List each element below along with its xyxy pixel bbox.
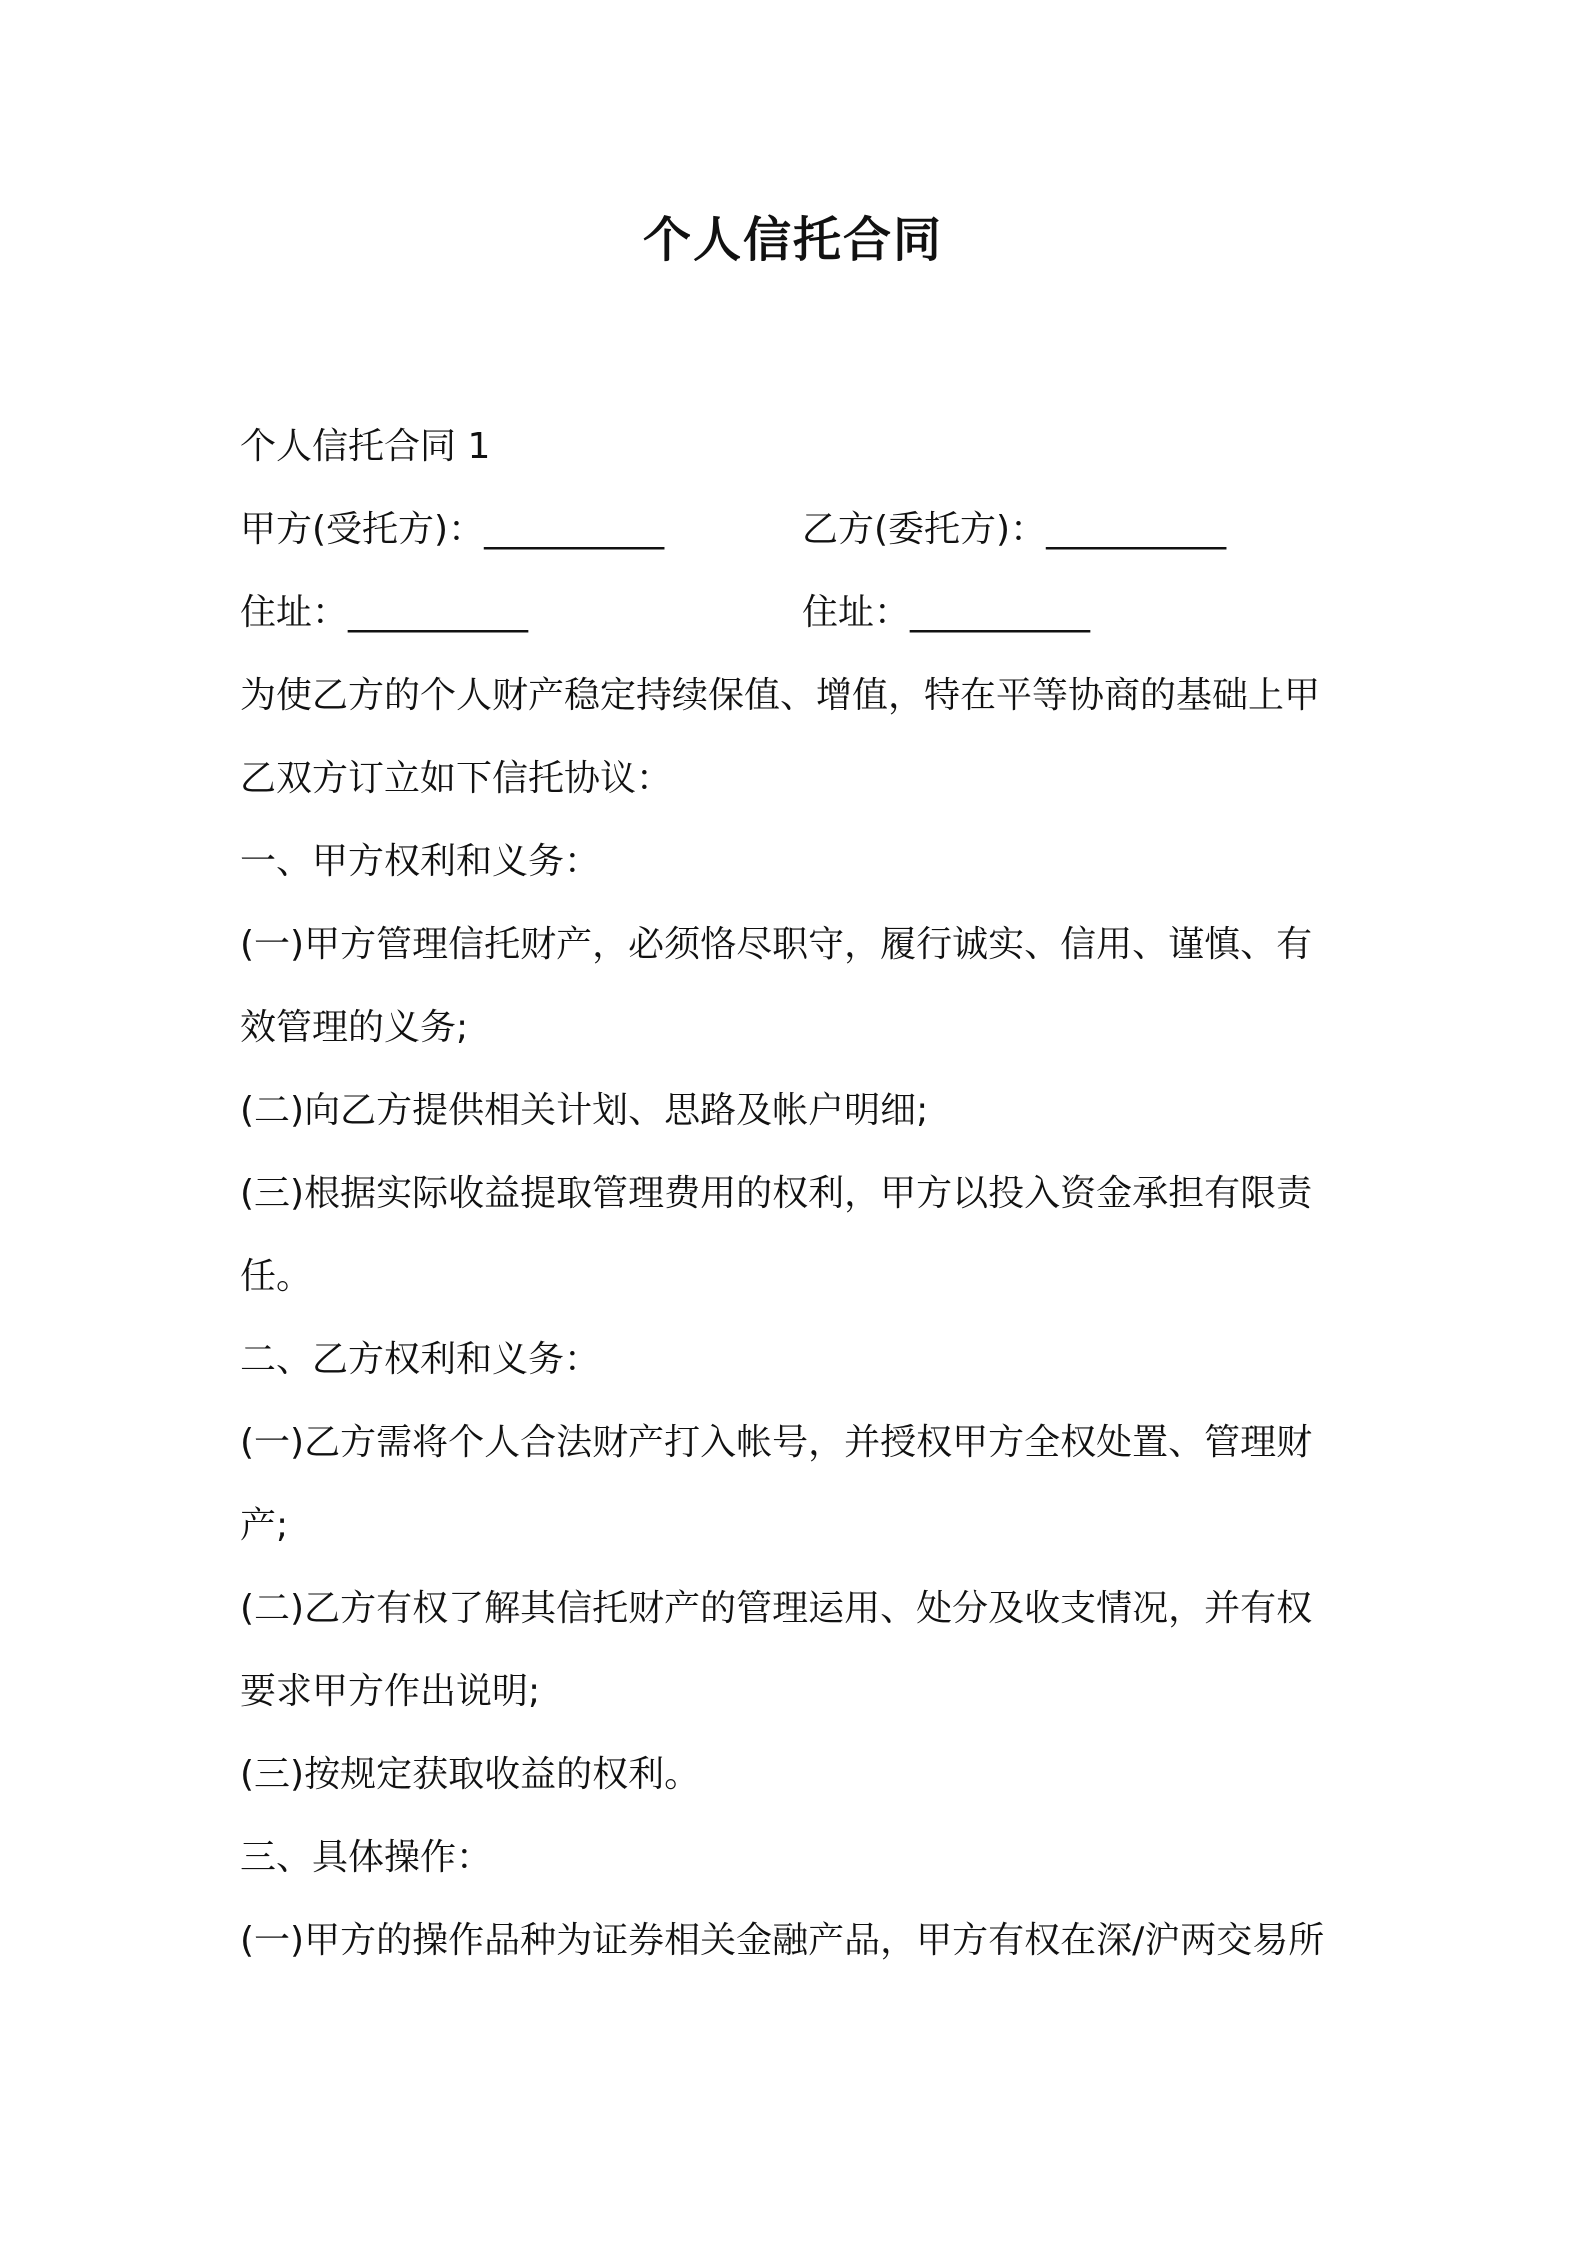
party-line	[240, 488, 1350, 571]
party-b-address-field: 住址：__________	[802, 592, 1091, 633]
document-body	[240, 405, 1350, 1982]
party-a-address-field: 住址：__________	[240, 592, 529, 633]
paragraph-line: 效管理的义务;	[240, 1007, 469, 1048]
section-heading: 三、具体操作：	[240, 1837, 493, 1878]
address-line	[240, 571, 1350, 654]
paragraph-line: (一)乙方需将个人合法财产打入帐号，并授权甲方全权处置、管理财	[240, 1422, 1313, 1463]
paragraph-line: 乙双方订立如下信托协议：	[240, 758, 673, 799]
document-title: 个人信托合同	[642, 212, 943, 268]
paragraph-line: (三)根据实际收益提取管理费用的权利，甲方以投入资金承担有限责	[240, 1173, 1313, 1214]
paragraph-line: (三)按规定获取收益的权利。	[240, 1754, 701, 1795]
paragraph-line: (二)向乙方提供相关计划、思路及帐户明细;	[240, 1090, 929, 1131]
section-heading: 二、乙方权利和义务：	[240, 1339, 601, 1380]
contract-subtitle: 个人信托合同 1	[240, 426, 491, 467]
paragraph-line: (二)乙方有权了解其信托财产的管理运用、处分及收支情况，并有权	[240, 1588, 1313, 1629]
party-b-field: 乙方(委托方)：__________	[802, 509, 1227, 550]
paragraph-line: (一)甲方的操作品种为证券相关金融产品，甲方有权在深/沪两交易所	[240, 1920, 1325, 1961]
party-a-field: 甲方(受托方)：__________	[240, 509, 665, 550]
paragraph-line: (一)甲方管理信托财产，必须恪尽职守，履行诚实、信用、谨慎、有	[240, 924, 1313, 965]
paragraph-line: 产;	[240, 1505, 289, 1546]
paragraph-line: 为使乙方的个人财产稳定持续保值、增值，特在平等协商的基础上甲	[240, 675, 1321, 716]
paragraph-line: 要求甲方作出说明;	[240, 1671, 541, 1712]
section-heading: 一、甲方权利和义务：	[240, 841, 601, 882]
paragraph-line: 任。	[240, 1256, 313, 1297]
